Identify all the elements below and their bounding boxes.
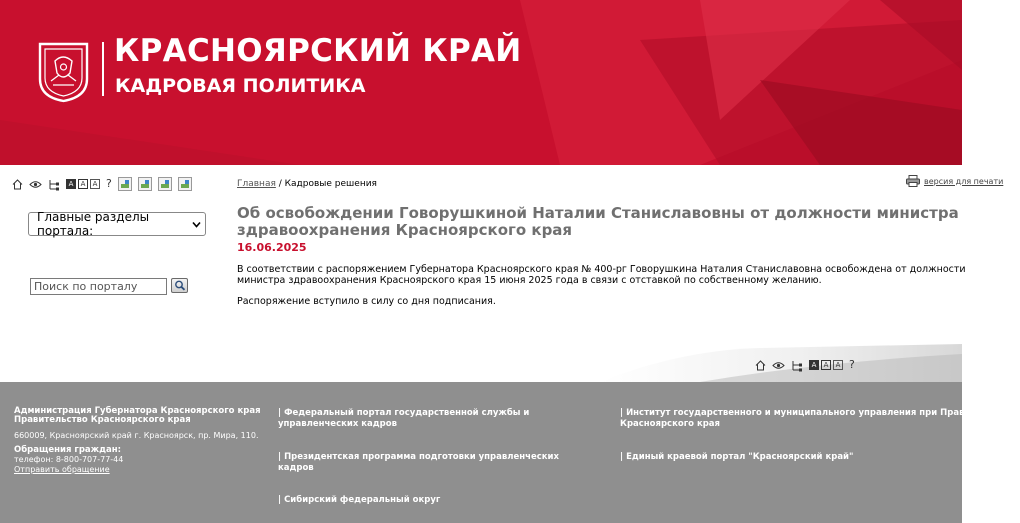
broken-image-icon[interactable] [158,177,172,191]
font-size-large-icon[interactable]: A [833,360,843,370]
accessibility-toolbar-bottom [755,358,855,372]
footer-feedback-link[interactable]: Отправить обращение [14,465,110,474]
breadcrumb-current: Кадровые решения [284,179,377,189]
font-size-medium-icon[interactable]: A [78,179,88,189]
article-paragraph-line: В соответствии с распоряжением Губернатора Красноярского края № 400-рг Говорушкина Наталия Станиславовна освобождена от должности [237,264,966,275]
article-paragraph: Распоряжение вступило в силу со дня подписания. [237,296,496,307]
font-size-small-icon[interactable]: A [809,360,819,370]
font-size-large-icon[interactable]: A [90,179,100,189]
broken-image-icon[interactable] [178,177,192,191]
sitemap-icon[interactable] [791,360,803,371]
broken-image-icon[interactable] [138,177,152,191]
eye-icon[interactable] [772,360,785,371]
article-paragraph-line: министра здравоохранения Красноярского края 15 июня 2025 года в связи с отставкой по собственному желанию. [237,275,822,286]
search-input[interactable]: Поиск по порталу [30,278,167,295]
search-button[interactable] [171,278,188,293]
site-subtitle[interactable]: КАДРОВАЯ ПОЛИТИКА [115,75,366,97]
eye-icon[interactable] [29,179,42,190]
footer-link-federal-portal[interactable]: | Федеральный портал государственной службы и управленческих кадров [278,408,530,429]
footer-contacts-heading: Обращения граждан: [14,445,121,455]
portal-sections-select[interactable] [28,212,206,236]
sitemap-icon[interactable] [48,179,60,190]
breadcrumb-home-link[interactable]: Главная [237,179,276,189]
footer-org-name: Администрация Губернатора Красноярского края [14,406,261,416]
font-size-medium-icon[interactable]: A [821,360,831,370]
footer-phone: телефон: 8-800-707-77-44 [14,455,124,464]
help-icon[interactable]: ? [106,177,112,190]
help-icon[interactable]: ? [849,358,855,371]
header-divider [102,42,104,96]
footer-link-regional-portal[interactable]: | Единый краевой портал "Красноярский край" [620,452,854,462]
home-icon[interactable] [12,179,23,190]
chevron-down-icon [192,220,201,229]
article-date: 16.06.2025 [237,241,307,254]
footer-link-siberian-district[interactable]: | Сибирский федеральный округ [278,495,441,505]
printer-icon[interactable] [906,175,920,187]
accessibility-toolbar [12,176,192,192]
home-icon[interactable] [755,360,766,371]
font-size-icon[interactable] [66,179,100,189]
print-version[interactable] [906,175,1003,187]
footer-link-institute[interactable]: | Институт государственного и муниципального управления при Правительстве Красноярского края [620,408,1014,429]
font-size-icon[interactable] [809,360,843,370]
search-icon [174,280,186,291]
site-header [0,0,962,165]
footer-contacts [14,407,264,475]
broken-image-icon[interactable] [118,177,132,191]
footer-address: 660009, Красноярский край г. Красноярск, пр. Мира, 110. [14,431,259,440]
footer-org-name: Правительство Красноярского края [14,415,191,425]
site-footer [0,382,1014,523]
krasnoyarsk-crest-icon[interactable] [37,41,90,103]
print-version-link[interactable]: версия для печати [924,176,1004,186]
article-paragraph [237,264,977,286]
font-size-small-icon[interactable]: A [66,179,76,189]
breadcrumb-separator: / [275,179,285,189]
portal-sections-select-value: Главные разделы портала: [37,210,150,238]
site-title[interactable]: КРАСНОЯРСКИЙ КРАЙ [114,33,522,69]
footer-link-presidential-program[interactable]: | Президентская программа подготовки управленческих кадров [278,452,559,473]
article-title: Об освобождении Говорушкиной Наталии Станиславовны от должности министра здравоохранения Красноярского края [237,204,959,239]
breadcrumb [237,179,377,189]
